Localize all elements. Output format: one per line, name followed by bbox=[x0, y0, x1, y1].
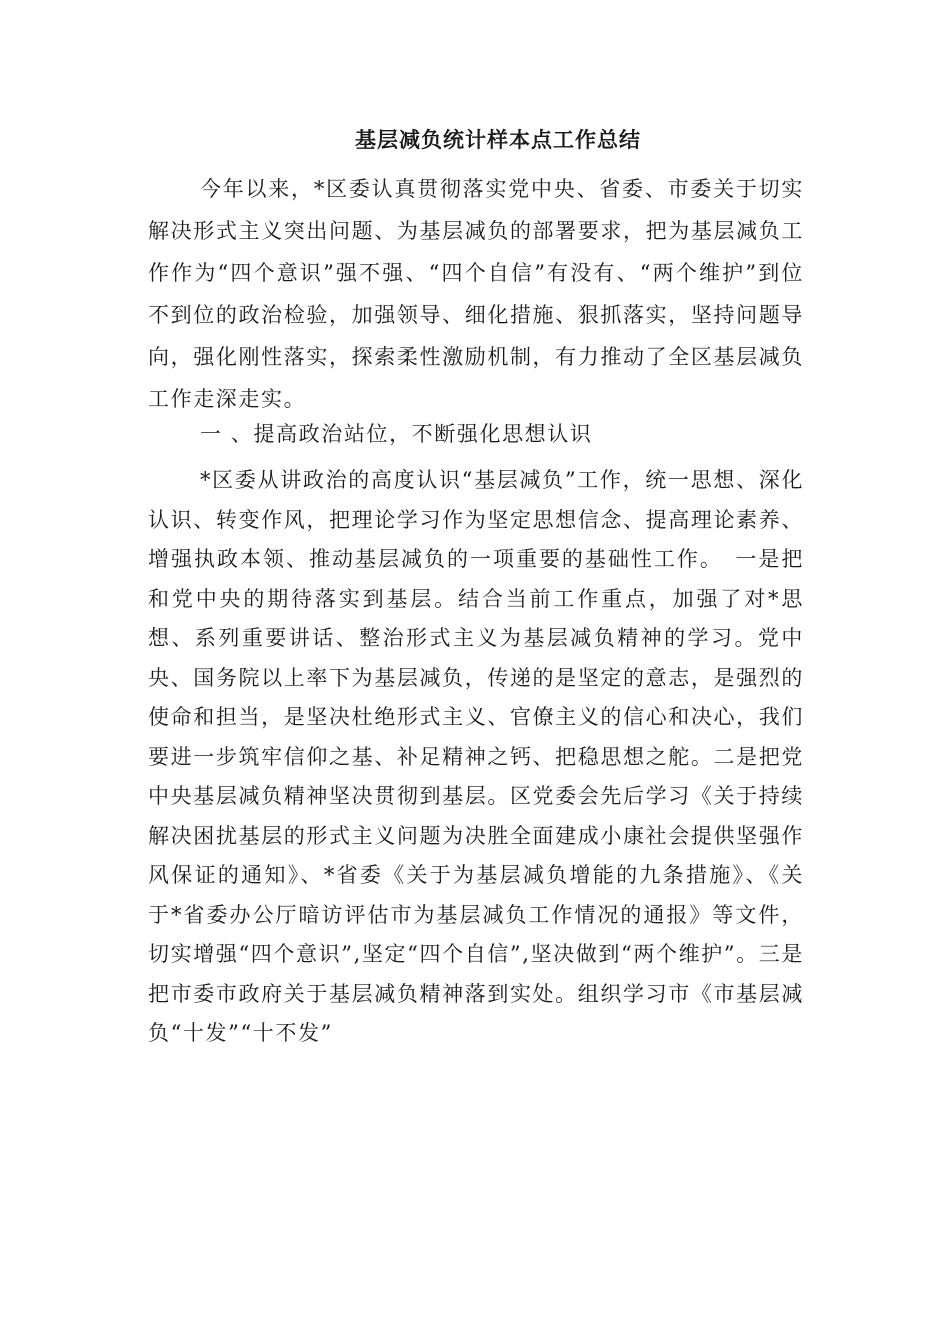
paragraph-intro: 今年以来，*区委认真贯彻落实党中央、省委、市委关于切实解决形式主义突出问题、为基层减负的部署要求，把为基层减负工作作为“四个意识”强不强、“四个自信”有没有、“两个维护”到位不到位的政治检验，加强领导、细化措施、狠抓落实，坚持问题导向，强化刚性落实，探索柔性激励机制，有力推动了全区基层减负工作走深走实。 bbox=[148, 177, 804, 411]
document-title: 基层减负统计样本点工作总结 bbox=[355, 127, 641, 152]
paragraph-section-1: *区委从讲政治的高度认识“基层减负”工作，统一思想、深化认识、转变作风，把理论学习作为坚定思想信念、提高理论素养、增强执政本领、推动基层减负的一项重要的基础性工作。 一是把和党中央的期待落实到基层。结合当前工作重点，加强了对*思想、系列重要讲话、整治形式主义为基层减负精神的学习。党中央、国务院以上率下为基层减负，传递的是坚定的意志，是强烈的使命和担当，是坚决杜绝形式主义、官僚主义的信心和决心，我们要进一步筑牢信仰之基、补足精神之钙、把稳思想之舵。二是把党中央基层减负精神坚决贯彻到基层。区党委会先后学习《关于持续解决困扰基层的形式主义问题为决胜全面建成小康社会提供坚强作风保证的通知》、*省委《关于为基层减负增能的九条措施》、《关于*省委办公厅暗访评估市为基层减负工作情况的通报》等文件，切实增强“四个意识”,坚定“四个自信”,坚决做到“两个维护”。三是把市委市政府关于基层减负精神落到实处。组织学习市《市基层减负“十发”“十不发” bbox=[148, 468, 804, 1045]
section-heading-1: 一 、提高政治站位，不断强化思想认识 bbox=[200, 422, 593, 446]
